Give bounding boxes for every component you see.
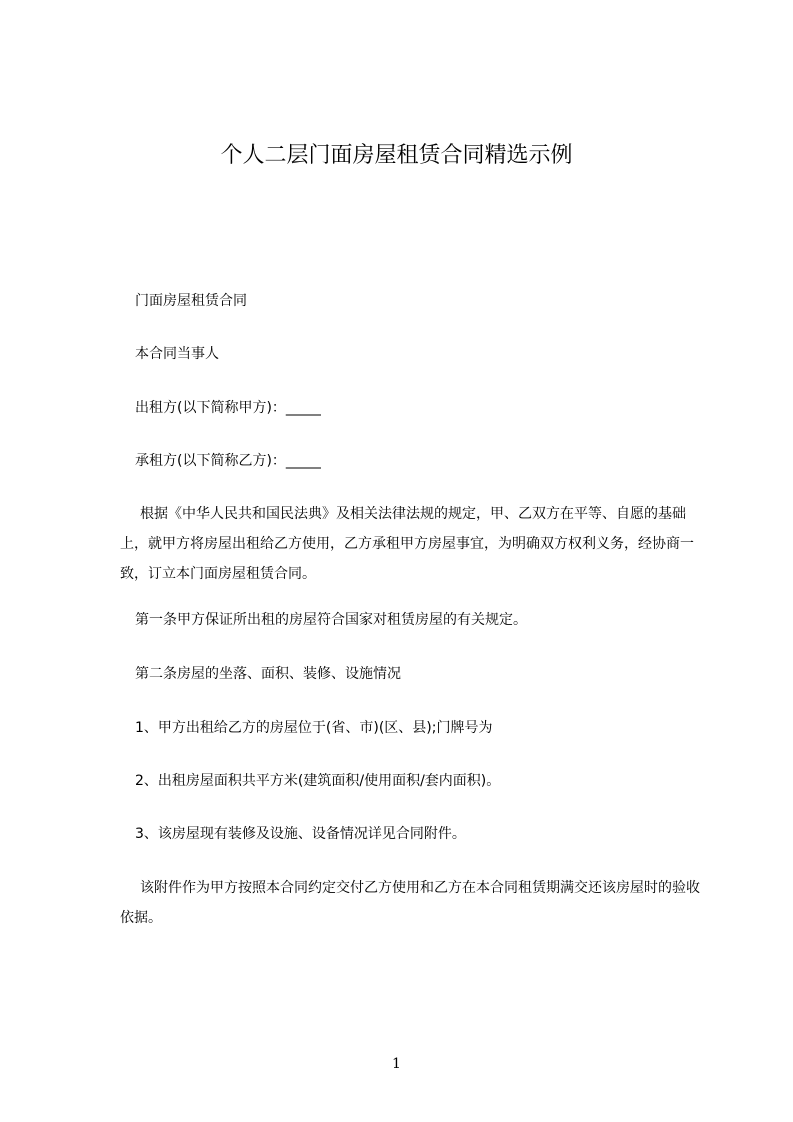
preamble-paragraph: 根据《中华人民共和国民法典》及相关法律法规的规定，甲、乙双方在平等、自愿的基础上，就甲方将房屋出租给乙方使用，乙方承租甲方房屋事宜，为明确双方权利义务，经协商一致，订立本门面房屋租赁合同。 [120,506,694,582]
page-number: 1 [392,1056,401,1072]
document-title: 个人二层门面房屋租赁合同精选示例 [220,143,573,168]
clause-location: 1、甲方出租给乙方的房屋位于(省、市)(区、县);门牌号为 [135,720,493,736]
article-two: 第二条房屋的坐落、面积、装修、设施情况 [135,666,401,682]
contract-heading: 门面房屋租赁合同 [135,293,247,309]
clause-furnishing: 3、该房屋现有装修及设施、设备情况详见合同附件。 [135,826,466,842]
annex-paragraph: 该附件作为甲方按照本合同约定交付乙方使用和乙方在本合同租赁期满交还该房屋时的验收依据。 [120,880,700,926]
clause-area: 2、出租房屋面积共平方米(建筑面积/使用面积/套内面积)。 [135,773,501,789]
lessee-line: 承租方(以下简称乙方)：_____ [135,453,321,469]
lessor-line: 出租方(以下简称甲方)：_____ [135,400,321,416]
article-one: 第一条甲方保证所出租的房屋符合国家对租赁房屋的有关规定。 [135,612,527,628]
parties-heading: 本合同当事人 [135,346,219,362]
